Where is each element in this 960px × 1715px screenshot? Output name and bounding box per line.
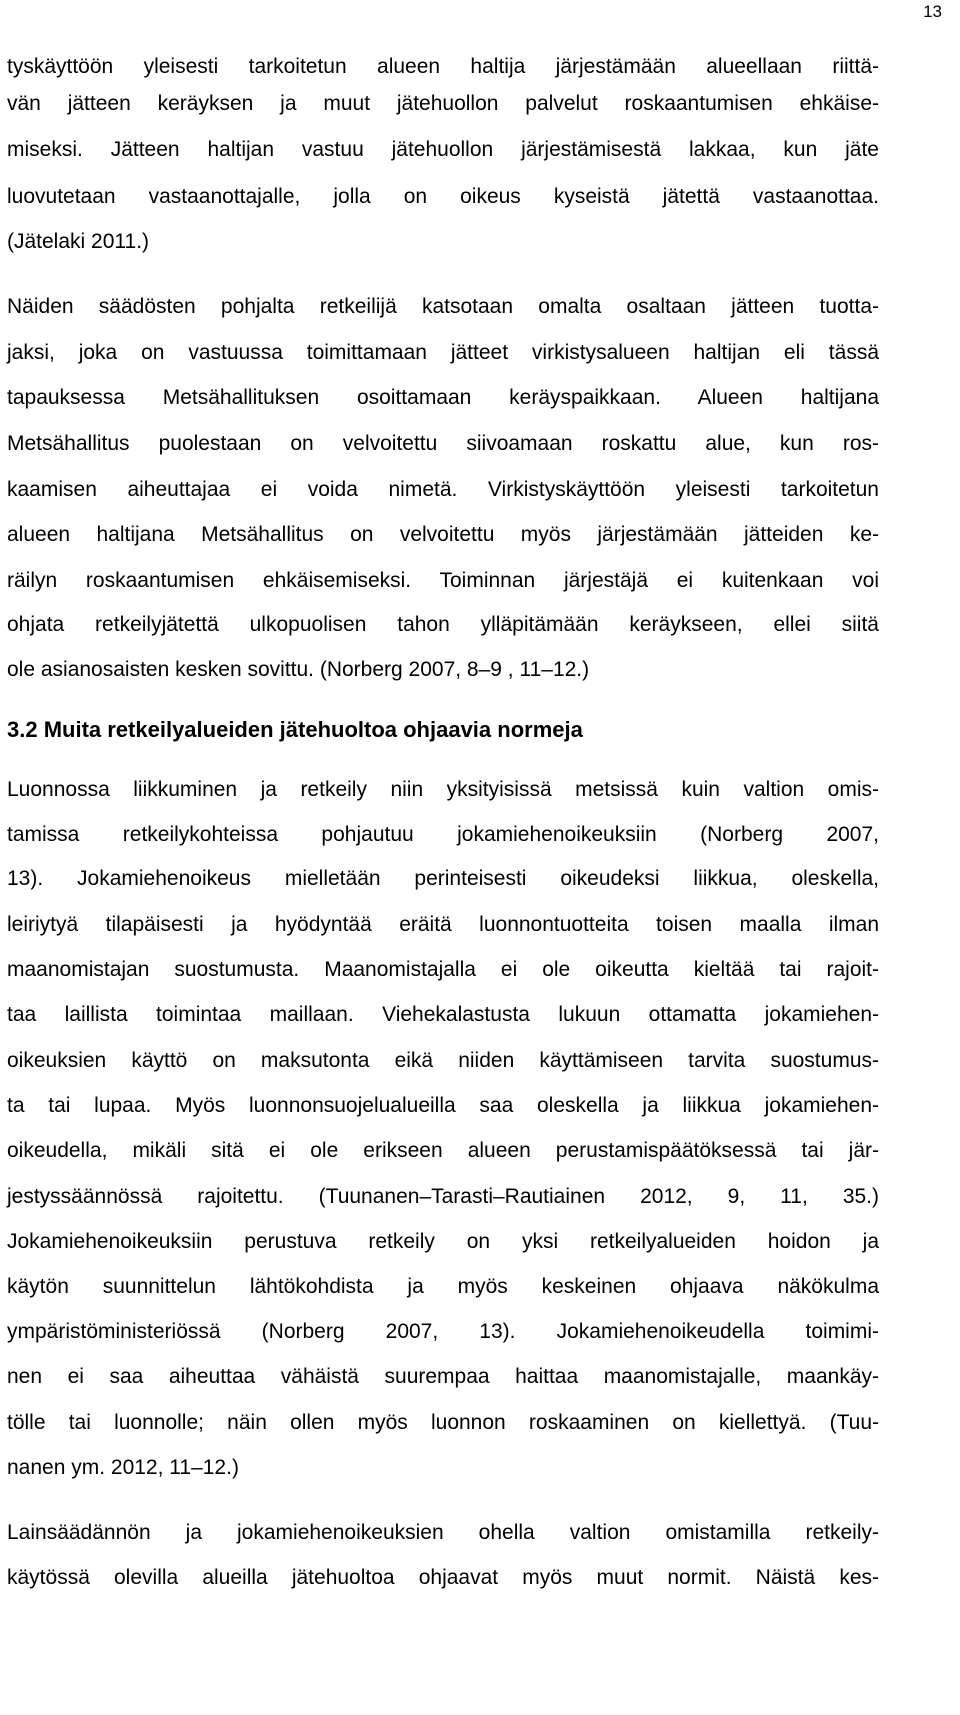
paragraph-3-line-2: tamissa retkeilykohteissa pohjautuu jokamiehenoikeuksiin (Norberg 2007,: [7, 823, 879, 846]
paragraph-3-line-13: ympäristöministeriössä (Norberg 2007, 13). Jokamiehenoikeudella toimimi-: [7, 1320, 879, 1343]
paragraph-3-line-6: taa laillista toimintaa maillaan. Viehekalastusta lukuun ottamatta jokamiehen-: [7, 1003, 879, 1026]
paragraph-2-line-9: ole asianosaisten kesken sovittu. (Norberg 2007, 8–9 , 11–12.): [7, 658, 590, 681]
paragraph-1-line-2: vän jätteen keräyksen ja muut jätehuollon palvelut roskaantumisen ehkäise-: [7, 92, 879, 115]
paragraph-4-line-2: käytössä olevilla alueilla jätehuoltoa ohjaavat myös muut normit. Näistä kes-: [7, 1566, 879, 1589]
paragraph-3-line-10: jestyssäännössä rajoitettu. (Tuunanen–Tarasti–Rautiainen 2012, 9, 11, 35.): [7, 1185, 879, 1208]
paragraph-3-line-15: tölle tai luonnolle; näin ollen myös luonnon roskaaminen on kiellettyä. (Tuu-: [7, 1411, 879, 1434]
paragraph-3-line-1: Luonnossa liikkuminen ja retkeily niin yksityisissä metsissä kuin valtion omis-: [7, 778, 879, 801]
paragraph-3-line-4: leiriytyä tilapäisesti ja hyödyntää eräitä luonnontuotteita toisen maalla ilman: [7, 913, 879, 936]
paragraph-1-line-3: miseksi. Jätteen haltijan vastuu jätehuollon järjestämisestä lakkaa, kun jäte: [7, 138, 879, 161]
paragraph-2-line-6: alueen haltijana Metsähallitus on velvoitettu myös järjestämään jätteiden ke-: [7, 523, 879, 546]
paragraph-3-line-16: nanen ym. 2012, 11–12.): [7, 1456, 239, 1479]
paragraph-3-line-12: käytön suunnittelun lähtökohdista ja myös keskeinen ohjaava näkökulma: [7, 1275, 879, 1298]
paragraph-2-line-4: Metsähallitus puolestaan on velvoitettu siivoamaan roskattu alue, kun ros-: [7, 432, 879, 455]
paragraph-3-line-7: oikeuksien käyttö on maksutonta eikä niiden käyttämiseen tarvita suostumus-: [7, 1049, 879, 1072]
paragraph-1-line-5: (Jätelaki 2011.): [7, 230, 150, 253]
paragraph-3-line-9: oikeudella, mikäli sitä ei ole erikseen alueen perustamispäätöksessä tai jär-: [7, 1139, 879, 1162]
paragraph-1-line-1: tyskäyttöön yleisesti tarkoitetun alueen haltija järjestämään alueellaan riittä-: [7, 55, 879, 78]
paragraph-2-line-7: räilyn roskaantumisen ehkäisemiseksi. Toiminnan järjestäjä ei kuitenkaan voi: [7, 569, 879, 592]
paragraph-3-line-5: maanomistajan suostumusta. Maanomistajalla ei ole oikeutta kieltää tai rajoit-: [7, 958, 879, 981]
paragraph-1-line-4: luovutetaan vastaanottajalle, jolla on oikeus kyseistä jätettä vastaanottaa.: [7, 185, 879, 208]
paragraph-4-line-1: Lainsäädännön ja jokamiehenoikeuksien ohella valtion omistamilla retkeily-: [7, 1521, 879, 1544]
paragraph-2-line-2: jaksi, joka on vastuussa toimittamaan jätteet virkistysalueen haltijan eli tässä: [7, 341, 879, 364]
paragraph-3-line-11: Jokamiehenoikeuksiin perustuva retkeily on yksi retkeilyalueiden hoidon ja: [7, 1230, 879, 1253]
paragraph-2-line-3: tapauksessa Metsähallituksen osoittamaan keräyspaikkaan. Alueen haltijana: [7, 386, 879, 409]
section-heading: 3.2 Muita retkeilyalueiden jätehuoltoa ohjaavia normeja: [7, 717, 583, 742]
paragraph-2-line-1: Näiden säädösten pohjalta retkeilijä katsotaan omalta osaltaan jätteen tuotta-: [7, 295, 879, 318]
paragraph-2-line-5: kaamisen aiheuttajaa ei voida nimetä. Virkistyskäyttöön yleisesti tarkoitetun: [7, 478, 879, 501]
paragraph-3-line-8: ta tai lupaa. Myös luonnonsuojelualueilla saa oleskella ja liikkua jokamiehen-: [7, 1094, 879, 1117]
paragraph-2-line-8: ohjata retkeilyjätettä ulkopuolisen tahon ylläpitämään keräykseen, ellei siitä: [7, 613, 879, 636]
paragraph-3-line-3: 13). Jokamiehenoikeus mielletään perinteisesti oikeudeksi liikkua, oleskella,: [7, 867, 879, 890]
paragraph-3-line-14: nen ei saa aiheuttaa vähäistä suurempaa haittaa maanomistajalle, maankäy-: [7, 1365, 879, 1388]
page-number: 13: [923, 2, 942, 21]
